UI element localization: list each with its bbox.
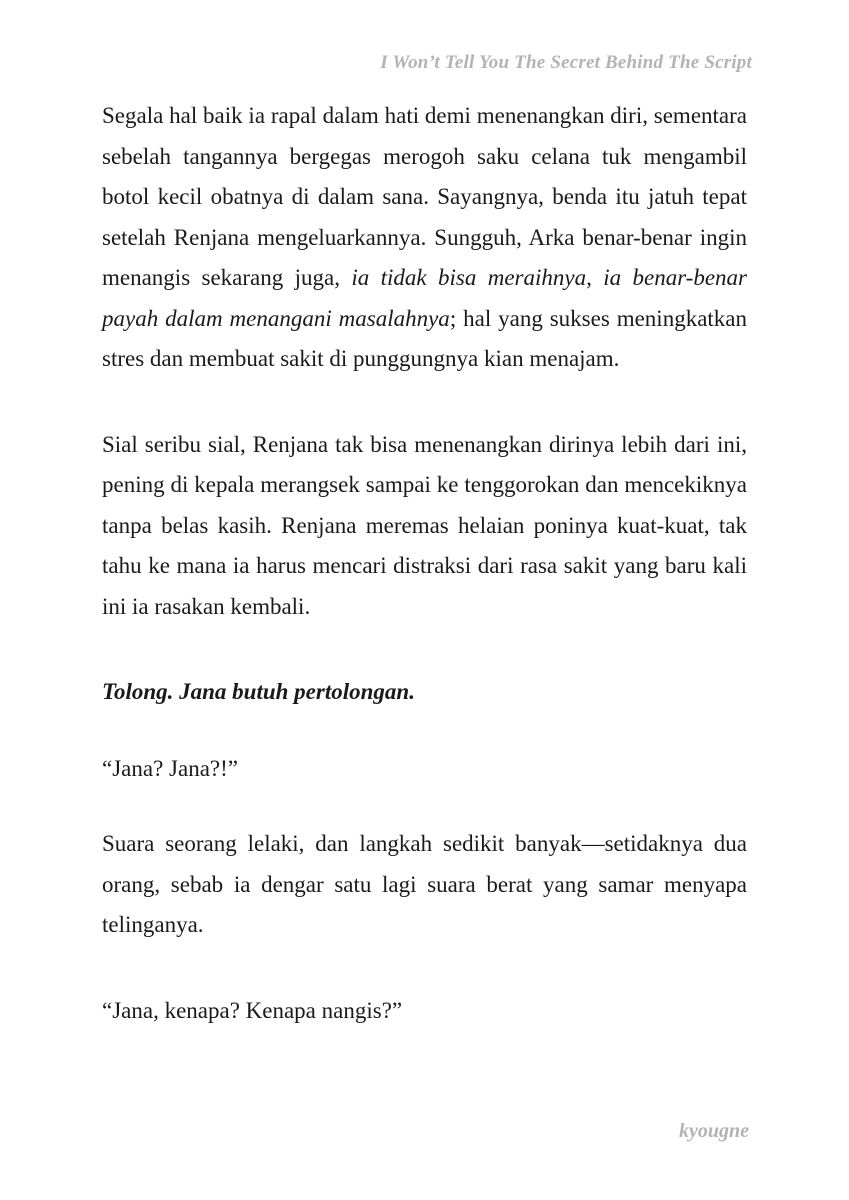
running-header-title: I Won’t Tell You The Secret Behind The Script xyxy=(380,52,752,73)
emphasis-line: Tolong. Jana butuh pertolongan. xyxy=(102,679,415,704)
dialogue-line-2: “Jana, kenapa? Kenapa nangis?” xyxy=(102,997,403,1023)
paragraph-5: Suara seorang lelaki, dan langkah sedikit banyak—setidaknya dua orang, sebab ia dengar satu lagi suara berat yang samar menyapa telinganya. xyxy=(102,831,747,937)
dialogue-line-1: “Jana? Jana?!” xyxy=(102,755,238,781)
paragraph-2: Sial seribu sial, Renjana tak bisa menenangkan dirinya lebih dari ini, pening di kepala merangsek sampai ke tenggorokan dan mencekiknya tanpa belas kasih. Renjana meremas helaian poninya kuat-kuat, tak tahu ke mana ia harus mencari distraksi dari rasa sakit yang baru kali ini ia rasakan kembali. xyxy=(102,431,747,619)
footer-author: kyougne xyxy=(679,1120,749,1142)
paragraph-1-italic-thought: ia tidak bisa meraihnya, ia benar-benar payah dalam menangani masalahnya xyxy=(102,265,748,331)
paragraph-1 xyxy=(102,96,747,380)
paragraph-1-text-c: ; hal yang sukses meningkatkan stres dan membuat sakit di punggungnya kian menajam. xyxy=(102,305,748,371)
paragraph-1-text-a: Segala hal baik ia rapal dalam hati demi menenangkan diri, sementara sebelah tangannya bergegas merogoh saku celana tuk mengambil botol kecil obatnya di dalam sana. Sayangnya, benda itu jatuh tepat setelah Renjana mengeluarkannya. Sungguh, Arka benar-benar ingin menangis sekarang juga, xyxy=(102,103,747,290)
page-body xyxy=(102,96,747,1066)
